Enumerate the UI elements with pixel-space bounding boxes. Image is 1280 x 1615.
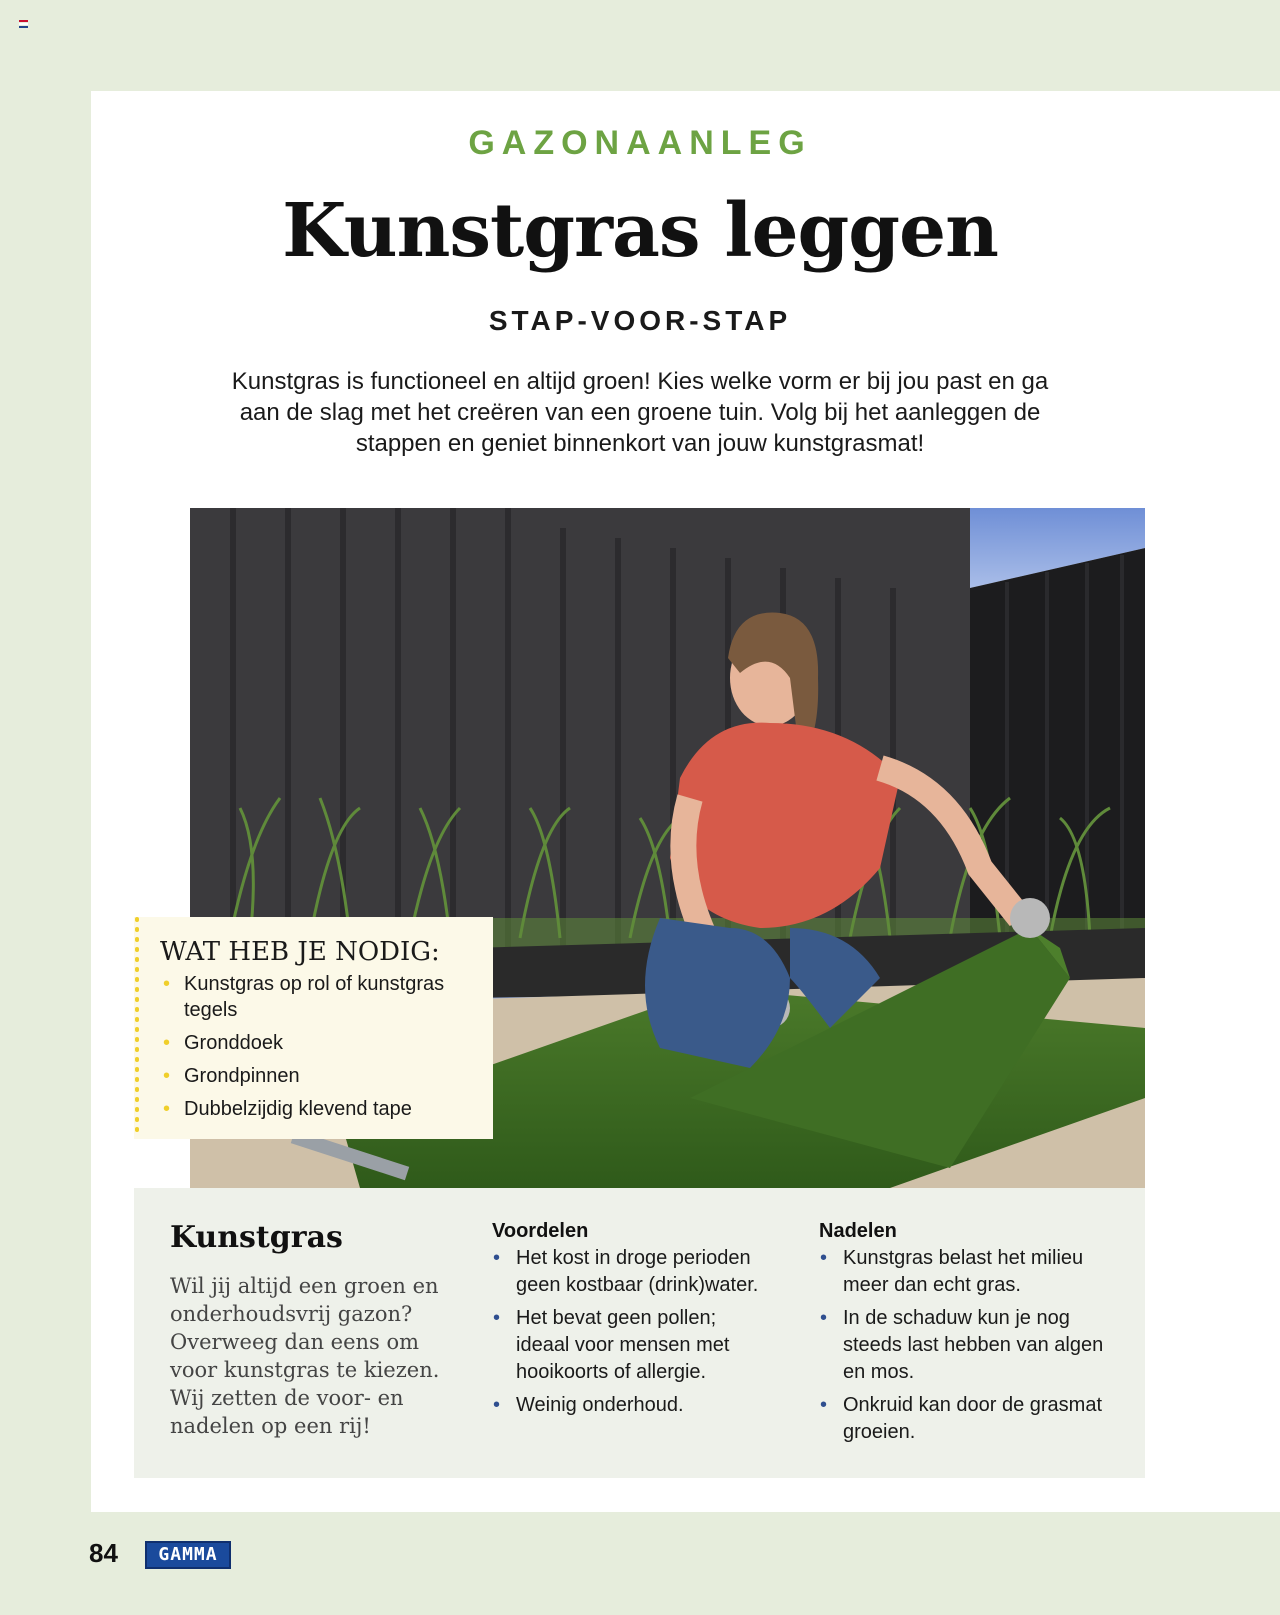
list-item: • Onkruid kan door de grasmat groeien. — [819, 1392, 1119, 1446]
list-item: • In de schaduw kun je nog steeds last hebben van algen en mos. — [819, 1305, 1119, 1386]
list-item: • Het kost in droge perioden geen kostbaar (drink)water. — [492, 1245, 762, 1299]
gamma-logo[interactable]: GAMMA — [145, 1541, 231, 1569]
page-number: 84 — [89, 1538, 118, 1568]
page-subtitle: STAP-VOOR-STAP — [488, 305, 792, 336]
pros-list — [492, 1245, 762, 1419]
needs-box — [134, 917, 493, 1139]
cons-title: Nadelen — [819, 1220, 897, 1242]
info-title: Kunstgras — [170, 1220, 343, 1255]
dotted-border — [134, 917, 140, 1139]
language-flag-icon[interactable] — [19, 20, 28, 27]
cons-column — [819, 1220, 1119, 1452]
list-item: • Weinig onderhoud. — [492, 1392, 762, 1419]
list-item: • Kunstgras belast het milieu meer dan echt gras. — [819, 1245, 1119, 1299]
cons-list — [819, 1245, 1119, 1446]
pros-title: Voordelen — [492, 1220, 589, 1242]
list-item: • Kunstgras op rol of kunstgras tegels — [160, 971, 475, 1023]
section-kicker: GAZONAANLEG — [468, 124, 812, 162]
pros-column — [492, 1220, 762, 1425]
intro-text: Kunstgras is functioneel en altijd groen! Kies welke vorm er bij jou past en ga aan de slag met het creëren van een groene tuin. Volg bij het aanleggen de stappen en geniet binnenkort van jouw kunstgrasmat! — [231, 368, 1049, 457]
needs-title: WAT HEB JE NODIG: — [160, 937, 440, 967]
info-lead: Wil jij altijd een groen en onderhoudsvrij gazon? Overweeg dan eens om voor kunstgras te kiezen. Wij zetten de voor- en nadelen op een rij! — [170, 1274, 440, 1438]
list-item: • Gronddoek — [160, 1030, 475, 1056]
list-item: • Het bevat geen pollen; ideaal voor mensen met hooikoorts of allergie. — [492, 1305, 762, 1386]
list-item: • Dubbelzijdig klevend tape — [160, 1096, 475, 1122]
page-title: Kunstgras leggen — [282, 188, 998, 274]
list-item: • Grondpinnen — [160, 1063, 475, 1089]
needs-list — [160, 971, 475, 1122]
info-box — [134, 1188, 1145, 1478]
